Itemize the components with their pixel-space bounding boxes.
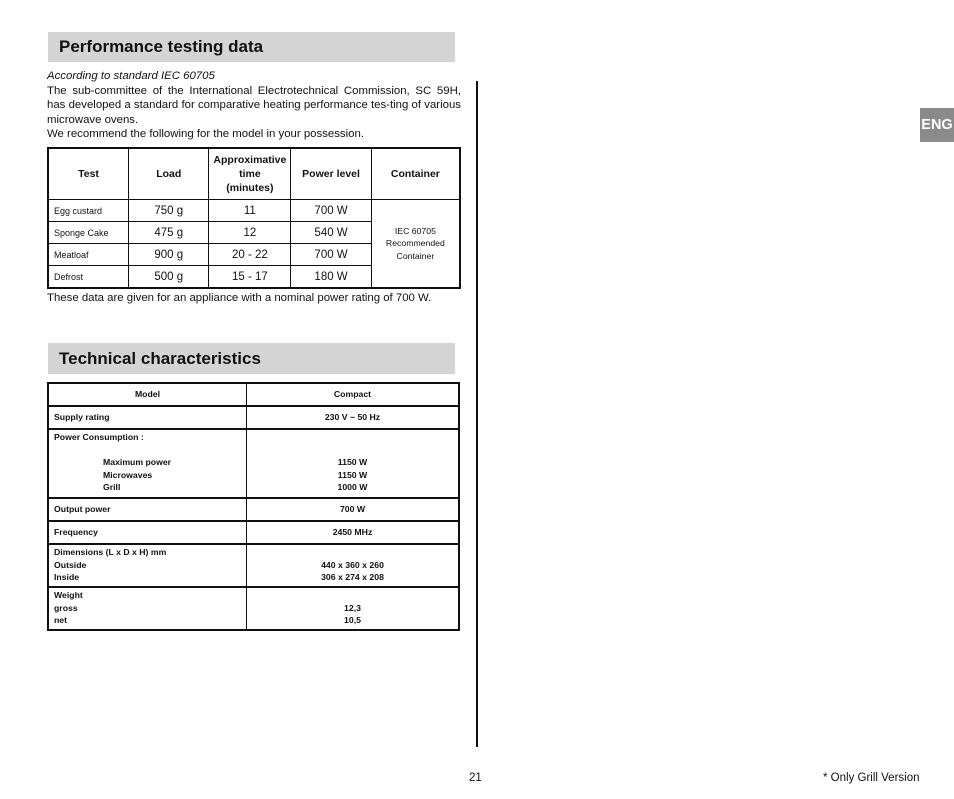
row-load: 750 g bbox=[129, 200, 209, 222]
rating-note bbox=[47, 291, 461, 306]
model-label: Model bbox=[134, 389, 161, 399]
dimensions-label: Dimensions (L x D x H) mm bbox=[54, 547, 167, 557]
performance-intro bbox=[47, 69, 461, 142]
header-test: Test bbox=[48, 148, 129, 200]
technical-section-title: Technical characteristics bbox=[59, 349, 261, 368]
supply-value: 230 V ~ 50 Hz bbox=[324, 412, 381, 422]
row-load: 900 g bbox=[129, 244, 209, 266]
technical-section-header bbox=[48, 343, 455, 374]
container-cell bbox=[371, 200, 460, 289]
outside-value: 440 x 360 x 260 bbox=[321, 559, 384, 570]
rating-note-text: These data are given for an appliance with a nominal power rating of 700 W. bbox=[47, 292, 432, 304]
frequency-value-cell bbox=[247, 521, 460, 544]
microwaves-label: Microwaves bbox=[103, 469, 153, 480]
language-tab: ENG bbox=[920, 108, 954, 142]
row-time: 11 bbox=[209, 200, 291, 222]
frequency-label: Frequency bbox=[54, 527, 98, 537]
grill-value: 1000 W bbox=[337, 482, 368, 493]
microwaves-value: 1150 W bbox=[337, 469, 368, 480]
row-test: Egg custard bbox=[48, 200, 129, 222]
supply-value-cell bbox=[247, 406, 460, 429]
net-label: net bbox=[54, 615, 68, 626]
performance-section-header bbox=[48, 32, 455, 62]
output-value-cell bbox=[247, 498, 460, 521]
outside-label: Outside bbox=[54, 559, 87, 570]
table-row bbox=[48, 406, 459, 429]
row-time: 15 - 17 bbox=[209, 266, 291, 289]
frequency-value: 2450 MHz bbox=[332, 527, 373, 537]
dimensions-label-cell bbox=[48, 544, 247, 587]
consumption-label-cell bbox=[48, 429, 247, 498]
recommendation-sentence: We recommend the following for the model in your possession. bbox=[47, 128, 364, 140]
model-value-cell bbox=[247, 383, 460, 406]
gross-value: 12,3 bbox=[344, 602, 361, 613]
header-time-line3: (minutes) bbox=[226, 182, 274, 194]
weight-label: Weight bbox=[54, 590, 83, 600]
inside-value: 306 x 274 x 208 bbox=[321, 572, 384, 583]
intro-paragraph: The sub-committee of the International Electrotechnical Commission, SC 59H, has developed a standard for comparative heating performance tes-ting of various microwave ovens. bbox=[47, 84, 461, 126]
row-power: 700 W bbox=[291, 244, 371, 266]
dimensions-value-cell bbox=[247, 544, 460, 587]
table-row bbox=[48, 429, 459, 498]
output-value: 700 W bbox=[339, 504, 366, 514]
row-power: 180 W bbox=[291, 266, 371, 289]
technical-table bbox=[47, 382, 460, 631]
row-test: Sponge Cake bbox=[48, 222, 129, 244]
row-test: Meatloaf bbox=[48, 244, 129, 266]
footnote: * Only Grill Version bbox=[823, 772, 920, 784]
header-container: Container bbox=[371, 148, 460, 200]
row-power: 540 W bbox=[291, 222, 371, 244]
page-number: 21 bbox=[469, 772, 482, 784]
gross-label: gross bbox=[54, 602, 78, 613]
supply-label-cell bbox=[48, 406, 247, 429]
row-power: 700 W bbox=[291, 200, 371, 222]
table-row bbox=[48, 544, 459, 587]
net-value: 10,5 bbox=[344, 615, 361, 626]
row-load: 500 g bbox=[129, 266, 209, 289]
row-test: Defrost bbox=[48, 266, 129, 289]
container-line1: IEC 60705 bbox=[394, 225, 436, 236]
table-row bbox=[48, 587, 459, 630]
container-line2: Recommended bbox=[385, 238, 445, 249]
inside-label: Inside bbox=[54, 572, 80, 583]
performance-header-row bbox=[48, 148, 460, 200]
row-load: 475 g bbox=[129, 222, 209, 244]
weight-label-cell bbox=[48, 587, 247, 630]
output-label-cell bbox=[48, 498, 247, 521]
max-power-value: 1150 W bbox=[337, 457, 368, 468]
weight-value-cell bbox=[247, 587, 460, 630]
table-row bbox=[48, 383, 459, 406]
row-time: 20 - 22 bbox=[209, 244, 291, 266]
header-load: Load bbox=[129, 148, 209, 200]
standard-reference: According to standard IEC 60705 bbox=[47, 70, 215, 82]
header-time-line1: Approximative bbox=[213, 154, 287, 166]
header-time bbox=[209, 148, 291, 200]
consumption-value-cell bbox=[247, 429, 460, 498]
model-value: Compact bbox=[333, 389, 372, 399]
model-label-cell bbox=[48, 383, 247, 406]
table-row bbox=[48, 498, 459, 521]
frequency-label-cell bbox=[48, 521, 247, 544]
table-row bbox=[48, 521, 459, 544]
container-line3: Container bbox=[396, 250, 435, 261]
header-time-line2: time bbox=[239, 168, 261, 180]
max-power-label: Maximum power bbox=[103, 457, 172, 468]
supply-label: Supply rating bbox=[54, 412, 110, 422]
performance-table bbox=[47, 147, 461, 289]
consumption-label: Power Consumption : bbox=[54, 432, 144, 442]
row-time: 12 bbox=[209, 222, 291, 244]
grill-label: Grill bbox=[103, 482, 121, 493]
output-label: Output power bbox=[54, 504, 111, 514]
table-row bbox=[48, 200, 460, 222]
performance-section-title: Performance testing data bbox=[59, 37, 264, 56]
header-power-level: Power level bbox=[291, 148, 371, 200]
page-divider bbox=[476, 81, 478, 747]
